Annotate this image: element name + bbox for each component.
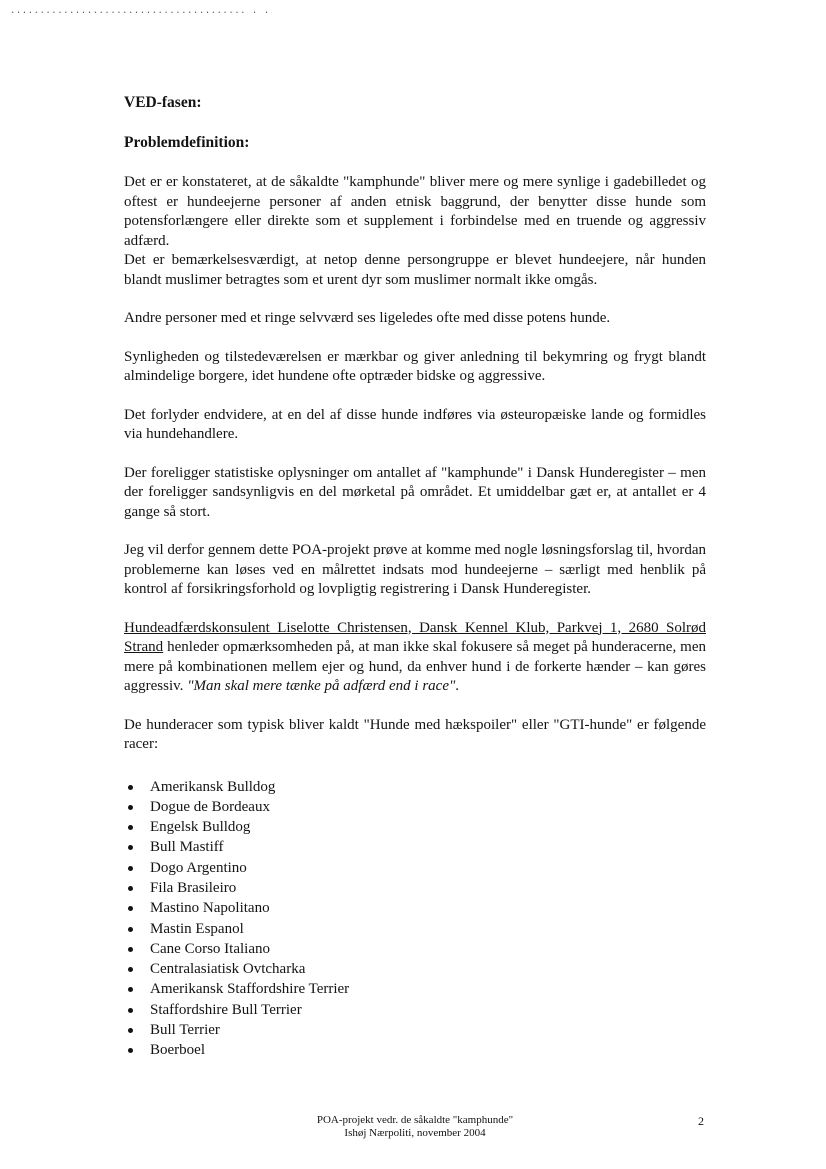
paragraph-8: Hundeadfærdskonsulent Liselotte Christensen, Dansk Kennel Klub, Parkvej 1, 2680 Solrød Strand henleder opmærksomheden på, at man ikke skal fokusere så meget på hunderacerne, men mere på kombinationen mellem ejer og hund, da enhver hund i de forkerte hænder – kan gøres aggressiv. "Man skal mere tænke på adfærd end i race". — [124, 619, 706, 694]
breed-list-item: Mastin Espanol — [124, 919, 706, 939]
sub-heading: Problemdefinition: — [124, 134, 250, 151]
page-number: 2 — [698, 1114, 704, 1128]
main-heading: VED-fasen: — [124, 94, 202, 111]
page-footer — [250, 1114, 580, 1140]
breed-list-item: Amerikansk Bulldog — [124, 777, 706, 797]
breed-list-item: Mastino Napolitano — [124, 898, 706, 918]
paragraph-7: Jeg vil derfor gennem dette POA-projekt prøve at komme med nogle løsningsforslag til, hvordan problemerne kan løses ved en målrettet indsats mod hundeejerne – særligt med henblik på kontrol af forsikringsforhold og lovpligtig registrering i Dansk Hunderegister. — [124, 542, 706, 597]
breed-list-item: Bull Terrier — [124, 1020, 706, 1040]
paragraph-9: De hunderacer som typisk bliver kaldt "Hunde med hækspoiler" eller "GTI-hunde" er følgende racer: — [124, 716, 706, 752]
breed-list-item: Cane Corso Italiano — [124, 939, 706, 959]
breed-list-item: Boerboel — [124, 1040, 706, 1060]
breed-list-item: Centralasiatisk Ovtcharka — [124, 959, 706, 979]
breed-list-item: Engelsk Bulldog — [124, 817, 706, 837]
breed-list-item: Staffordshire Bull Terrier — [124, 1000, 706, 1020]
breed-list-item: Fila Brasileiro — [124, 878, 706, 898]
scan-dotted-line: ........................................ . . — [10, 6, 270, 16]
consultant-reference: Hundeadfærdskonsulent Liselotte Christensen, Dansk Kennel Klub, Parkvej 1, 2680 Solrød Strand — [124, 619, 706, 655]
paragraph-6: Der foreligger statistiske oplysninger om antallet af "kamphunde" i Dansk Hunderegister – men der foreligger sandsynligvis en del mørketal på området. Et umiddelbar gæt er, at antallet er 4 gange så stort. — [124, 464, 706, 520]
paragraph-1: Det er er konstateret, at de såkaldte "kamphunde" bliver mere og mere synlige i gadebilledet og oftest er hundeejerne personer af anden etnisk baggrund, der benytter disse hunde som potensforlængere eller direkte som et supplement i forbindelse med en truende og aggressiv adfærd. — [124, 174, 706, 249]
breed-list-item: Bull Mastiff — [124, 837, 706, 857]
breed-list-item: Dogue de Bordeaux — [124, 797, 706, 817]
breed-list-item: Dogo Argentino — [124, 858, 706, 878]
paragraph-4: Synligheden og tilstedeværelsen er mærkbar og giver anledning til bekymring og frygt blandt almindelige borgere, idet hundene ofte optræder bidske og aggressive. — [124, 348, 706, 384]
paragraph-2: Det er bemærkelsesværdigt, at netop denne persongruppe er blevet hundeejere, når hunden blandt muslimer betragtes som et urent dyr som muslimer normalt ikke omgås. — [124, 252, 706, 288]
footer-subtitle: Ishøj Nærpoliti, november 2004 — [344, 1127, 486, 1139]
paragraph-3: Andre personer med et ringe selvværd ses ligeledes ofte med disse potens hunde. — [124, 310, 611, 326]
paragraph-8-text: henleder opmærksomheden på, at man ikke skal fokusere så meget på hunderacerne, men mere på kombinationen mellem ejer og hund, da enhver hund i de forkerte hænder – kan gøres aggressiv. — [124, 639, 706, 694]
document-body — [124, 90, 706, 1061]
breed-list — [124, 777, 706, 1061]
quote: "Man skal mere tænke på adfærd end i race" — [187, 678, 456, 694]
breed-list-item: Amerikansk Staffordshire Terrier — [124, 979, 706, 999]
footer-title: POA-projekt vedr. de såkaldte "kamphunde" — [316, 1114, 514, 1126]
paragraph-5: Det forlyder endvidere, at en del af disse hunde indføres via østeuropæiske lande og formidles via hundehandlere. — [124, 406, 706, 442]
